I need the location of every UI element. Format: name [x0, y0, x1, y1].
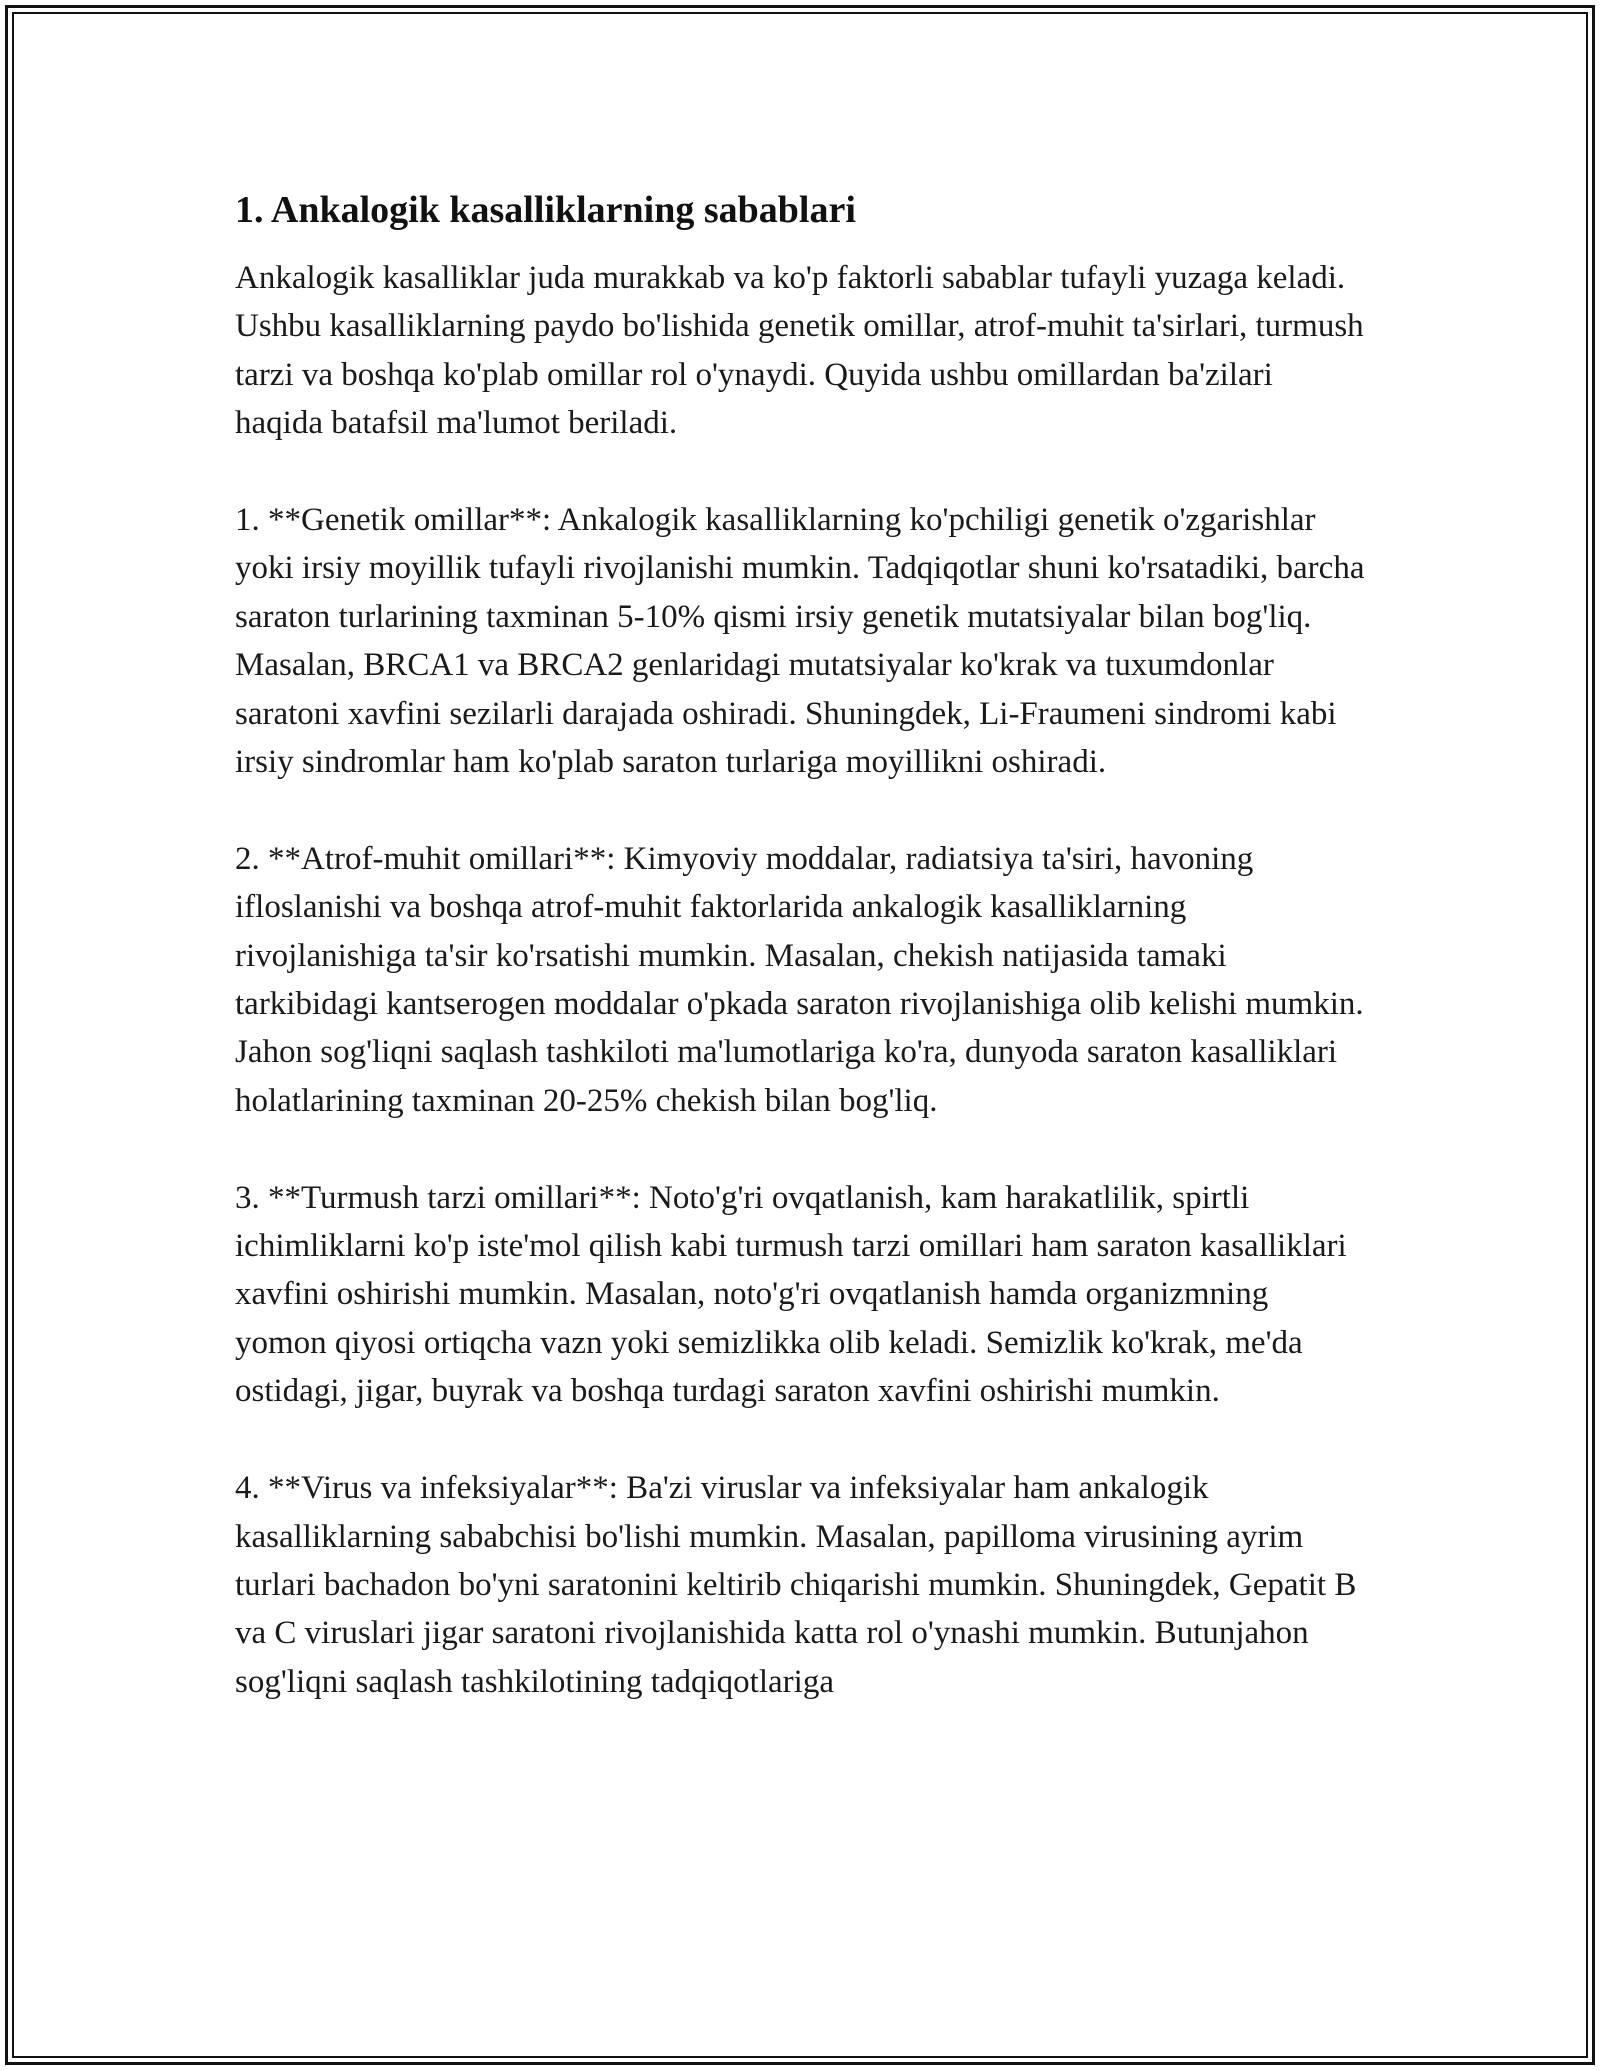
environmental-factors-paragraph: 2. **Atrof-muhit omillari**: Kimyoviy moddalar, radiatsiya ta'siri, havoning ifloslanishi va boshqa atrof-muhit faktorlarida ankalogik kasalliklarning rivojlanishiga ta'sir ko'rsatishi mumkin. Masalan, chekish natijasida tamaki tarkibidagi kantserogen moddalar o'pkada saraton rivojlanishiga olib kelishi mumkin. Jahon sog'liqni saqlash tashkiloti ma'lumotlariga ko'ra, dunyoda saraton kasalliklari holatlarining taxminan 20-25% chekish bilan bog'liq.: [235, 840, 1364, 1119]
genetic-factors-paragraph: 1. **Genetik omillar**: Ankalogik kasalliklarning ko'pchiligi genetik o'zgarishlar yoki irsiy moyillik tufayli rivojlanishi mumkin. Tadqiqotlar shuni ko'rsatadiki, barcha saraton turlarining taxminan 5-10% qismi irsiy genetik mutatsiyalar bilan bog'liq. Masalan, BRCA1 va BRCA2 genlaridagi mutatsiyalar ko'krak va tuxumdonlar saratoni xavfini sezilarli darajada oshiradi. Shuningdek, Li-Fraumeni sindromi kabi irsiy sindromlar ham ko'plab saraton turlariga moyillikni oshiradi.: [235, 502, 1365, 781]
document-body: [235, 186, 1365, 1755]
section-heading: 1. Ankalogik kasalliklarning sabablari: [235, 189, 856, 231]
intro-paragraph: Ankalogik kasalliklar juda murakkab va ko'p faktorli sabablar tufayli yuzaga keladi. Ushbu kasalliklarning paydo bo'lishida genetik omillar, atrof-muhit ta'sirlari, turmush tarzi va boshqa ko'plab omillar rol o'ynaydi. Quyida ushbu omillardan ba'zilari haqida batafsil ma'lumot beriladi.: [235, 260, 1364, 442]
lifestyle-factors-paragraph: 3. **Turmush tarzi omillari**: Noto'g'ri ovqatlanish, kam harakatlilik, spirtli ichimliklarni ko'p iste'mol qilish kabi turmush tarzi omillari ham saraton kasalliklari xavfini oshirishi mumkin. Masalan, noto'g'ri ovqatlanish hamda organizmning yomon qiyosi ortiqcha vazn yoki semizlikka olib keladi. Semizlik ko'krak, me'da ostidagi, jigar, buyrak va boshqa turdagi saraton xavfini oshirishi mumkin.: [235, 1179, 1347, 1410]
virus-infection-paragraph: 4. **Virus va infeksiyalar**: Ba'zi viruslar va infeksiyalar ham ankalogik kasalliklarning sababchisi bo'lishi mumkin. Masalan, papilloma virusining ayrim turlari bachadon bo'yni saratonini keltirib chiqarishi mumkin. Shuningdek, Gepatit B va C viruslari jigar saratoni rivojlanishida katta rol o'ynashi mumkin. Butunjahon sog'liqni saqlash tashkilotining tadqiqotlariga: [235, 1470, 1357, 1700]
